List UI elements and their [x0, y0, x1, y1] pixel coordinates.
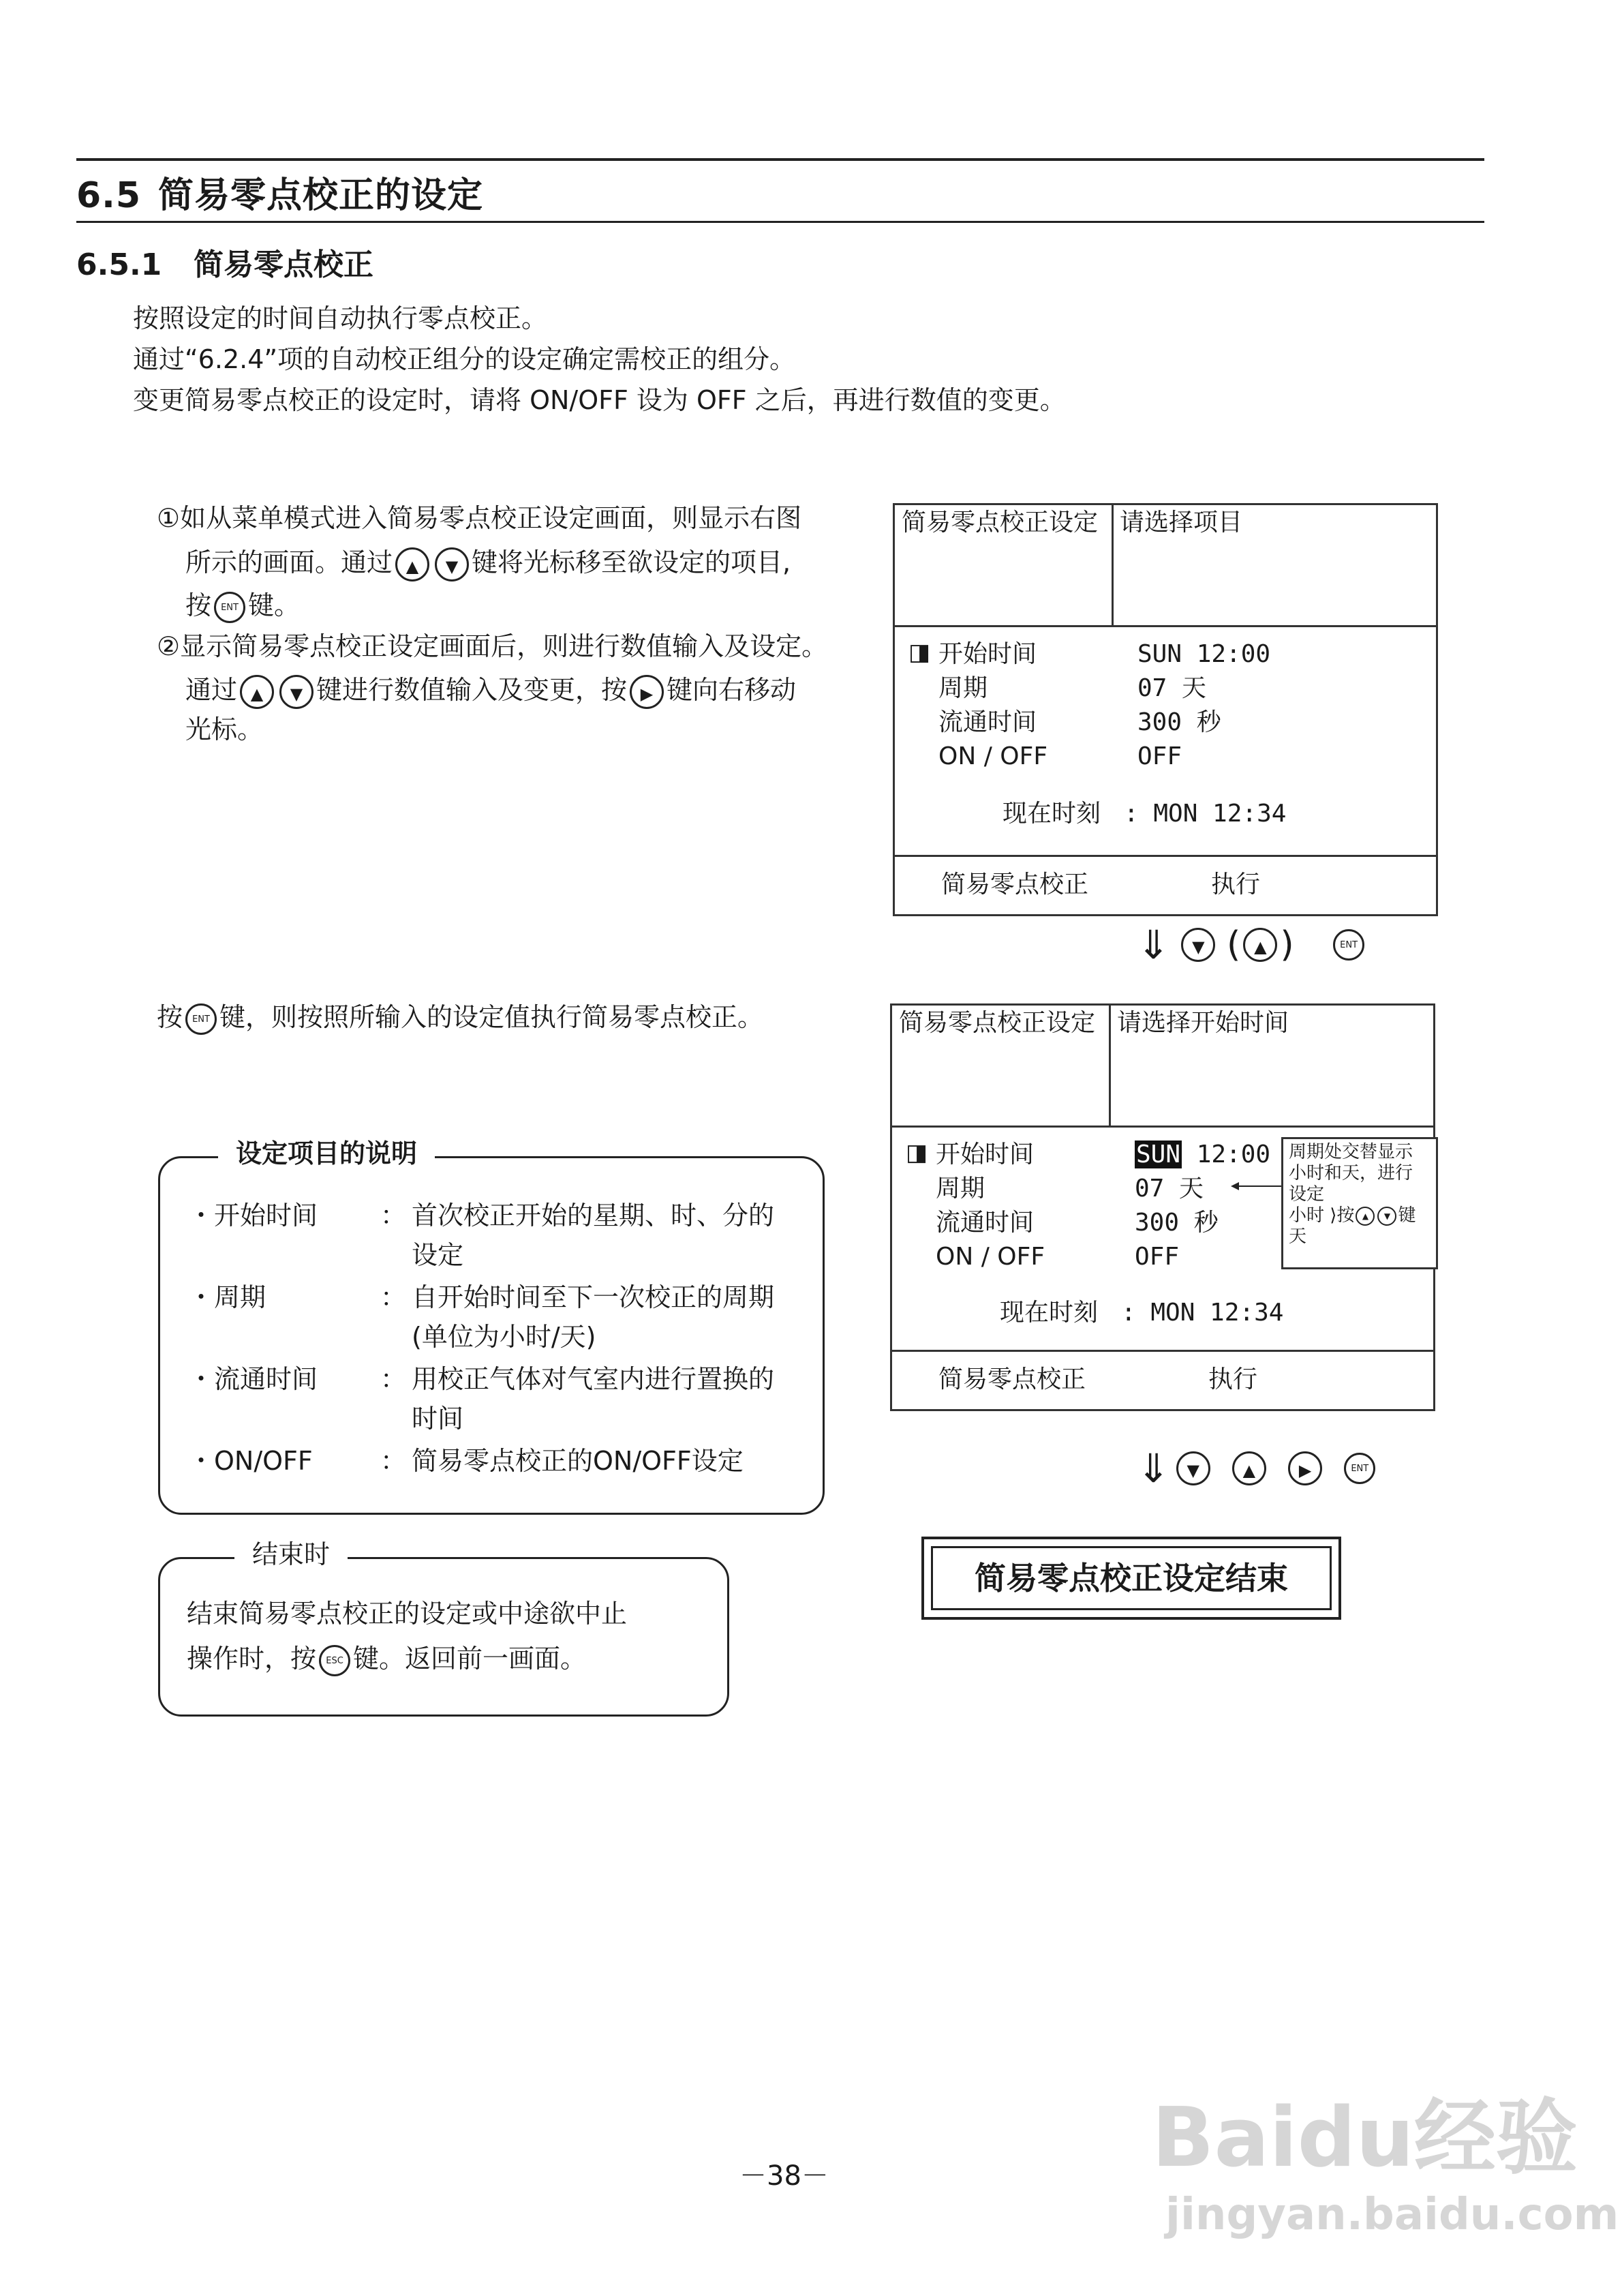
esc-key-icon: ESC — [319, 1645, 350, 1676]
step-2-line-1: ②显示简易零点校正设定画面后，则进行数值输入及设定。 — [157, 631, 828, 661]
subsection-title: 简易零点校正 — [194, 247, 373, 282]
right-key-icon: ▶ — [1288, 1451, 1322, 1485]
lcd-1-footer — [895, 855, 1436, 914]
ent-key-icon: ENT — [214, 592, 245, 623]
lcd-2-row-value — [1135, 1138, 1270, 1172]
finish-title: 结束时 — [234, 1538, 348, 1571]
finish-text-2b: 键。返回前一画面。 — [353, 1644, 587, 1674]
ent-key-icon: ENT — [1333, 929, 1364, 961]
finish-text-2a: 操作时，按 — [187, 1644, 317, 1674]
explain-colon: ： — [380, 1446, 407, 1476]
section-heading — [76, 166, 483, 217]
baidu-watermark — [1152, 2072, 1619, 2240]
lcd-2-row-label: 周期 — [936, 1175, 985, 1203]
right-key-icon: ▶ — [630, 675, 664, 709]
ent-key-icon: ENT — [185, 1003, 217, 1035]
lcd-1-row-label: 周期 — [938, 674, 988, 702]
explain-item-desc: 简易零点校正的ON/OFF设定 — [412, 1446, 744, 1476]
up-key-icon: ▲ — [240, 675, 274, 709]
up-key-icon: ▲ — [1243, 928, 1277, 962]
lcd-1-now-value: : MON 12:34 — [1124, 800, 1287, 828]
lcd-2-row-value: OFF — [1135, 1243, 1180, 1271]
down-arrow-icon: ⇓ — [1137, 922, 1170, 968]
note-line-2: 小时和天，进行 — [1289, 1163, 1413, 1183]
note-line-3: 设定 — [1289, 1184, 1325, 1205]
end-box — [921, 1537, 1341, 1620]
finish-text-2 — [187, 1639, 586, 1678]
step-2-text-b: 键进行数值输入及变更，按 — [316, 675, 628, 705]
step-3-text-b: 键，则按照所输入的设定值执行简易零点校正。 — [219, 1002, 764, 1032]
explain-item-desc: 时间 — [412, 1404, 464, 1434]
explain-colon: ： — [380, 1200, 407, 1230]
end-box-label: 简易零点校正设定结束 — [931, 1546, 1332, 1610]
lcd-1-row-value: 07 天 — [1137, 674, 1207, 702]
down-key-icon: ▼ — [279, 675, 313, 709]
intro-line-1: 按照设定的时间自动执行零点校正。 — [133, 303, 548, 333]
finish-text-1: 结束简易零点校正的设定或中途欲中止 — [187, 1599, 628, 1629]
step-1-line-3 — [185, 585, 300, 626]
lcd-2-footer-left: 简易零点校正 — [938, 1365, 1086, 1393]
explain-colon: ： — [380, 1282, 407, 1312]
lcd-1-footer-right: 执行 — [1211, 871, 1261, 898]
up-key-icon: ▲ — [395, 547, 429, 581]
lcd-2-now-label: 现在时刻 — [1000, 1299, 1099, 1327]
lcd-2-row-value: 07 天 — [1135, 1175, 1204, 1203]
lcd-1-header — [895, 505, 1436, 627]
explain-item-name: ・ON/OFF — [188, 1446, 313, 1476]
note-press: 按 — [1336, 1205, 1355, 1226]
lcd-2-row-label: ON / OFF — [936, 1243, 1045, 1271]
lcd-1-header-divider — [1112, 505, 1114, 625]
lcd-2-footer-right: 执行 — [1208, 1365, 1258, 1393]
nav-keys-2 — [1137, 1445, 1378, 1492]
step-1-line-1: ①如从菜单模式进入简易零点校正设定画面，则显示右图 — [157, 503, 802, 533]
lcd-1-footer-left: 简易零点校正 — [941, 871, 1089, 898]
section-rule — [76, 221, 1484, 223]
step-1-text-c: 按 — [185, 590, 212, 620]
lcd-2-row-label: 开始时间 — [936, 1141, 1035, 1168]
down-key-icon: ▼ — [1176, 1451, 1210, 1485]
step-2-line-2 — [185, 669, 796, 710]
step-3-text-a: 按 — [157, 1002, 183, 1032]
section-title: 简易零点校正的设定 — [158, 175, 484, 216]
section-number: 6.5 — [76, 175, 142, 216]
ent-key-icon: ENT — [1344, 1453, 1375, 1484]
explain-item-name: ・流通时间 — [188, 1364, 318, 1394]
lcd-2-header — [892, 1006, 1433, 1128]
lcd-2-title: 简易零点校正设定 — [899, 1009, 1096, 1037]
paren-close: ) — [1280, 924, 1294, 965]
lcd-2-highlight-value: SUN — [1136, 1141, 1181, 1168]
lcd-1-row-value: OFF — [1137, 742, 1182, 770]
top-rule — [76, 158, 1484, 161]
cursor-icon: ◨ — [908, 639, 931, 666]
up-key-icon: ▲ — [1356, 1207, 1375, 1226]
explain-item-desc: 自开始时间至下一次校正的周期 — [412, 1282, 775, 1312]
down-key-icon: ▼ — [1181, 928, 1215, 962]
lcd-2-row-value: 300 秒 — [1135, 1209, 1219, 1237]
step-2-line-3: 光标。 — [185, 714, 264, 744]
down-key-icon: ▼ — [435, 547, 469, 581]
step-1-line-2 — [185, 542, 791, 583]
step-1-text-a: 所示的画面。通过 — [185, 547, 393, 577]
nav-keys-1 — [1137, 922, 1367, 968]
intro-line-2: 通过“6.2.4”项的自动校正组分的设定确定需校正的组分。 — [133, 344, 796, 374]
lcd-2-time-value: 12:00 — [1182, 1141, 1271, 1168]
explain-item-desc: 用校正气体对气室内进行置换的 — [412, 1364, 775, 1394]
down-key-icon: ▼ — [1377, 1207, 1396, 1226]
watermark-brand: Baidu经验 — [1152, 2091, 1578, 2186]
note-line-5: 天 — [1289, 1226, 1307, 1247]
page-number: －38－ — [739, 2160, 829, 2192]
step-1-text-d: 键。 — [248, 590, 301, 620]
note-hour: 小时 — [1289, 1205, 1325, 1226]
lcd-1-row-label: 流通时间 — [938, 708, 1037, 736]
lcd-2-prompt: 请选择开始时间 — [1117, 1009, 1289, 1037]
lcd-screen-1 — [893, 503, 1438, 916]
explain-colon: ： — [380, 1364, 407, 1394]
down-arrow-icon: ⇓ — [1137, 1445, 1170, 1492]
lcd-1-prompt: 请选择项目 — [1120, 509, 1243, 537]
cursor-icon: ◨ — [906, 1139, 928, 1166]
explain-item-name: ・开始时间 — [188, 1200, 318, 1230]
watermark-url: jingyan.baidu.com — [1165, 2190, 1619, 2240]
lcd-2-row-label: 流通时间 — [936, 1209, 1035, 1237]
explain-item-desc: (单位为小时/天) — [412, 1322, 596, 1352]
lcd-1-row-value: SUN 12:00 — [1137, 640, 1271, 668]
explain-item-name: ・周期 — [188, 1282, 266, 1312]
step-3-line — [157, 997, 763, 1038]
intro-line-3: 变更简易零点校正的设定时，请将 ON/OFF 设为 OFF 之后，再进行数值的变更。 — [133, 385, 1066, 415]
lcd-1-title: 简易零点校正设定 — [902, 509, 1099, 537]
note-line-4: 小时 ⟩按 ▲ ▼ 键 — [1289, 1205, 1416, 1226]
lcd-2-header-divider — [1109, 1006, 1111, 1126]
lcd-1-row-value: 300 秒 — [1137, 708, 1221, 736]
pointer-arrow-icon — [1231, 1179, 1285, 1193]
explain-item-desc: 首次校正开始的星期、时、分的 — [412, 1200, 775, 1230]
finish-panel — [158, 1557, 729, 1717]
subsection-heading — [76, 240, 373, 284]
explanation-title: 设定项目的说明 — [218, 1137, 435, 1170]
step-2-text-c: 键向右移动 — [667, 675, 797, 705]
up-key-icon: ▲ — [1232, 1451, 1266, 1485]
paren-open: ( — [1227, 924, 1241, 965]
cycle-note — [1281, 1137, 1438, 1269]
step-2-text-a: 通过 — [185, 675, 238, 705]
note-key: 键 — [1398, 1205, 1416, 1226]
explain-item-desc: 设定 — [412, 1240, 464, 1270]
note-line-1: 周期处交替显示 — [1289, 1142, 1413, 1162]
lcd-2-footer — [892, 1350, 1433, 1409]
step-1-text-b: 键将光标移至欲设定的项目, — [472, 547, 791, 577]
lcd-1-row-label: ON / OFF — [938, 742, 1048, 770]
lcd-1-row-label: 开始时间 — [938, 640, 1037, 668]
lcd-2-now-value: : MON 12:34 — [1121, 1299, 1284, 1327]
lcd-1-now-label: 现在时刻 — [1003, 800, 1101, 828]
subsection-number: 6.5.1 — [76, 247, 162, 282]
